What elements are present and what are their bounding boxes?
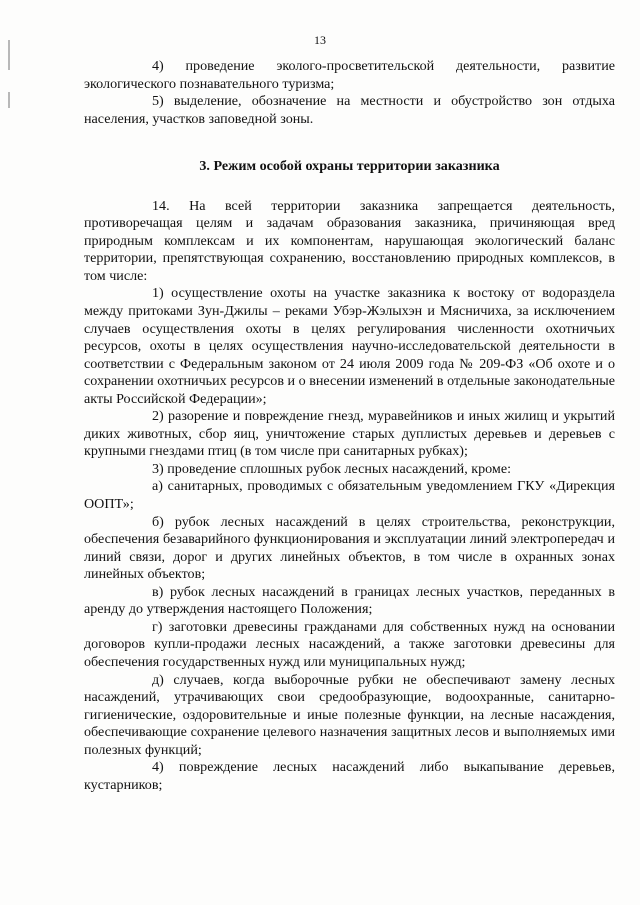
paragraph: 1) осуществление охоты на участке заказника к востоку от водораздела между притоками Зун-Джилы – реками Убэр-Жэлыхэн и Мясничиха, за исключением случаев осуществления охоты в целях регулирования численности охотничьих ресурсов, охоты в целях осуществления научно-исследовательской деятельности в соответствии с Федеральным законом от 24 июля 2009 года № 209-ФЗ «Об охоте и о сохранении охотничьих ресурсов и о внесении изменений в отдельные законодательные акты Российской Федерации»; (84, 285, 615, 407)
paragraph: 14. На всей территории заказника запрещается деятельность, противоречащая целям и задачам образования заказника, причиняющая вред природным комплексам и их компонентам, нарушающая экологический баланс территории, препятствующая сохранению, восстановлению природных комплексов, в том числе: (84, 197, 615, 284)
paragraph: а) санитарных, проводимых с обязательным уведомлением ГКУ «Дирекция ООПТ»; (84, 478, 615, 513)
paragraph: д) случаев, когда выборочные рубки не обеспечивают замену лесных насаждений, утрачивающих свои средообразующие, водоохранные, санитарно-гигиенические, оздоровительные и иные полезные функции, на лесные насаждения, обеспечивающие сохранение целевого назначения защитных лесов и выполняемых ими полезных функций; (84, 671, 615, 758)
paragraph: 3) проведение сплошных рубок лесных насаждений, кроме: (152, 460, 512, 477)
paragraph: 2) разорение и повреждение гнезд, муравейников и иных жилищ и укрытий диких животных, сбор яиц, уничтожение старых дуплистых деревьев и деревьев с крупными гнездами птиц (в том числе при санитарных рубках); (84, 408, 615, 460)
paragraph: б) рубок лесных насаждений в целях строительства, реконструкции, обеспечения безаварийного функционирования и эксплуатации линий электропередач и линий связи, дорог и других линейных объектов, в том числе в охранных зонах линейных объектов; (84, 513, 615, 583)
section-heading: 3. Режим особой охраны территории заказника (199, 158, 500, 175)
paragraph: 4) повреждение лесных насаждений либо выкапывание деревьев, кустарников; (84, 759, 615, 793)
paragraph: 5) выделение, обозначение на местности и обустройство зон отдыха населения, участков заповедной зоны. (84, 93, 615, 127)
paragraph: г) заготовки древесины гражданами для собственных нужд на основании договоров купли-продажи лесных насаждений, а также заготовки древесины для обеспечения государственных нужд или муниципальных нужд; (84, 618, 615, 670)
paragraph: в) рубок лесных насаждений в границах лесных участков, переданных в аренду до утверждения настоящего Положения; (84, 583, 615, 618)
paragraph: 4) проведение эколого-просветительской деятельности, развитие экологического познавательного туризма; (84, 58, 615, 92)
scan-margin-mark (8, 92, 10, 108)
document-body (84, 58, 615, 794)
page-number: 13 (314, 33, 326, 47)
